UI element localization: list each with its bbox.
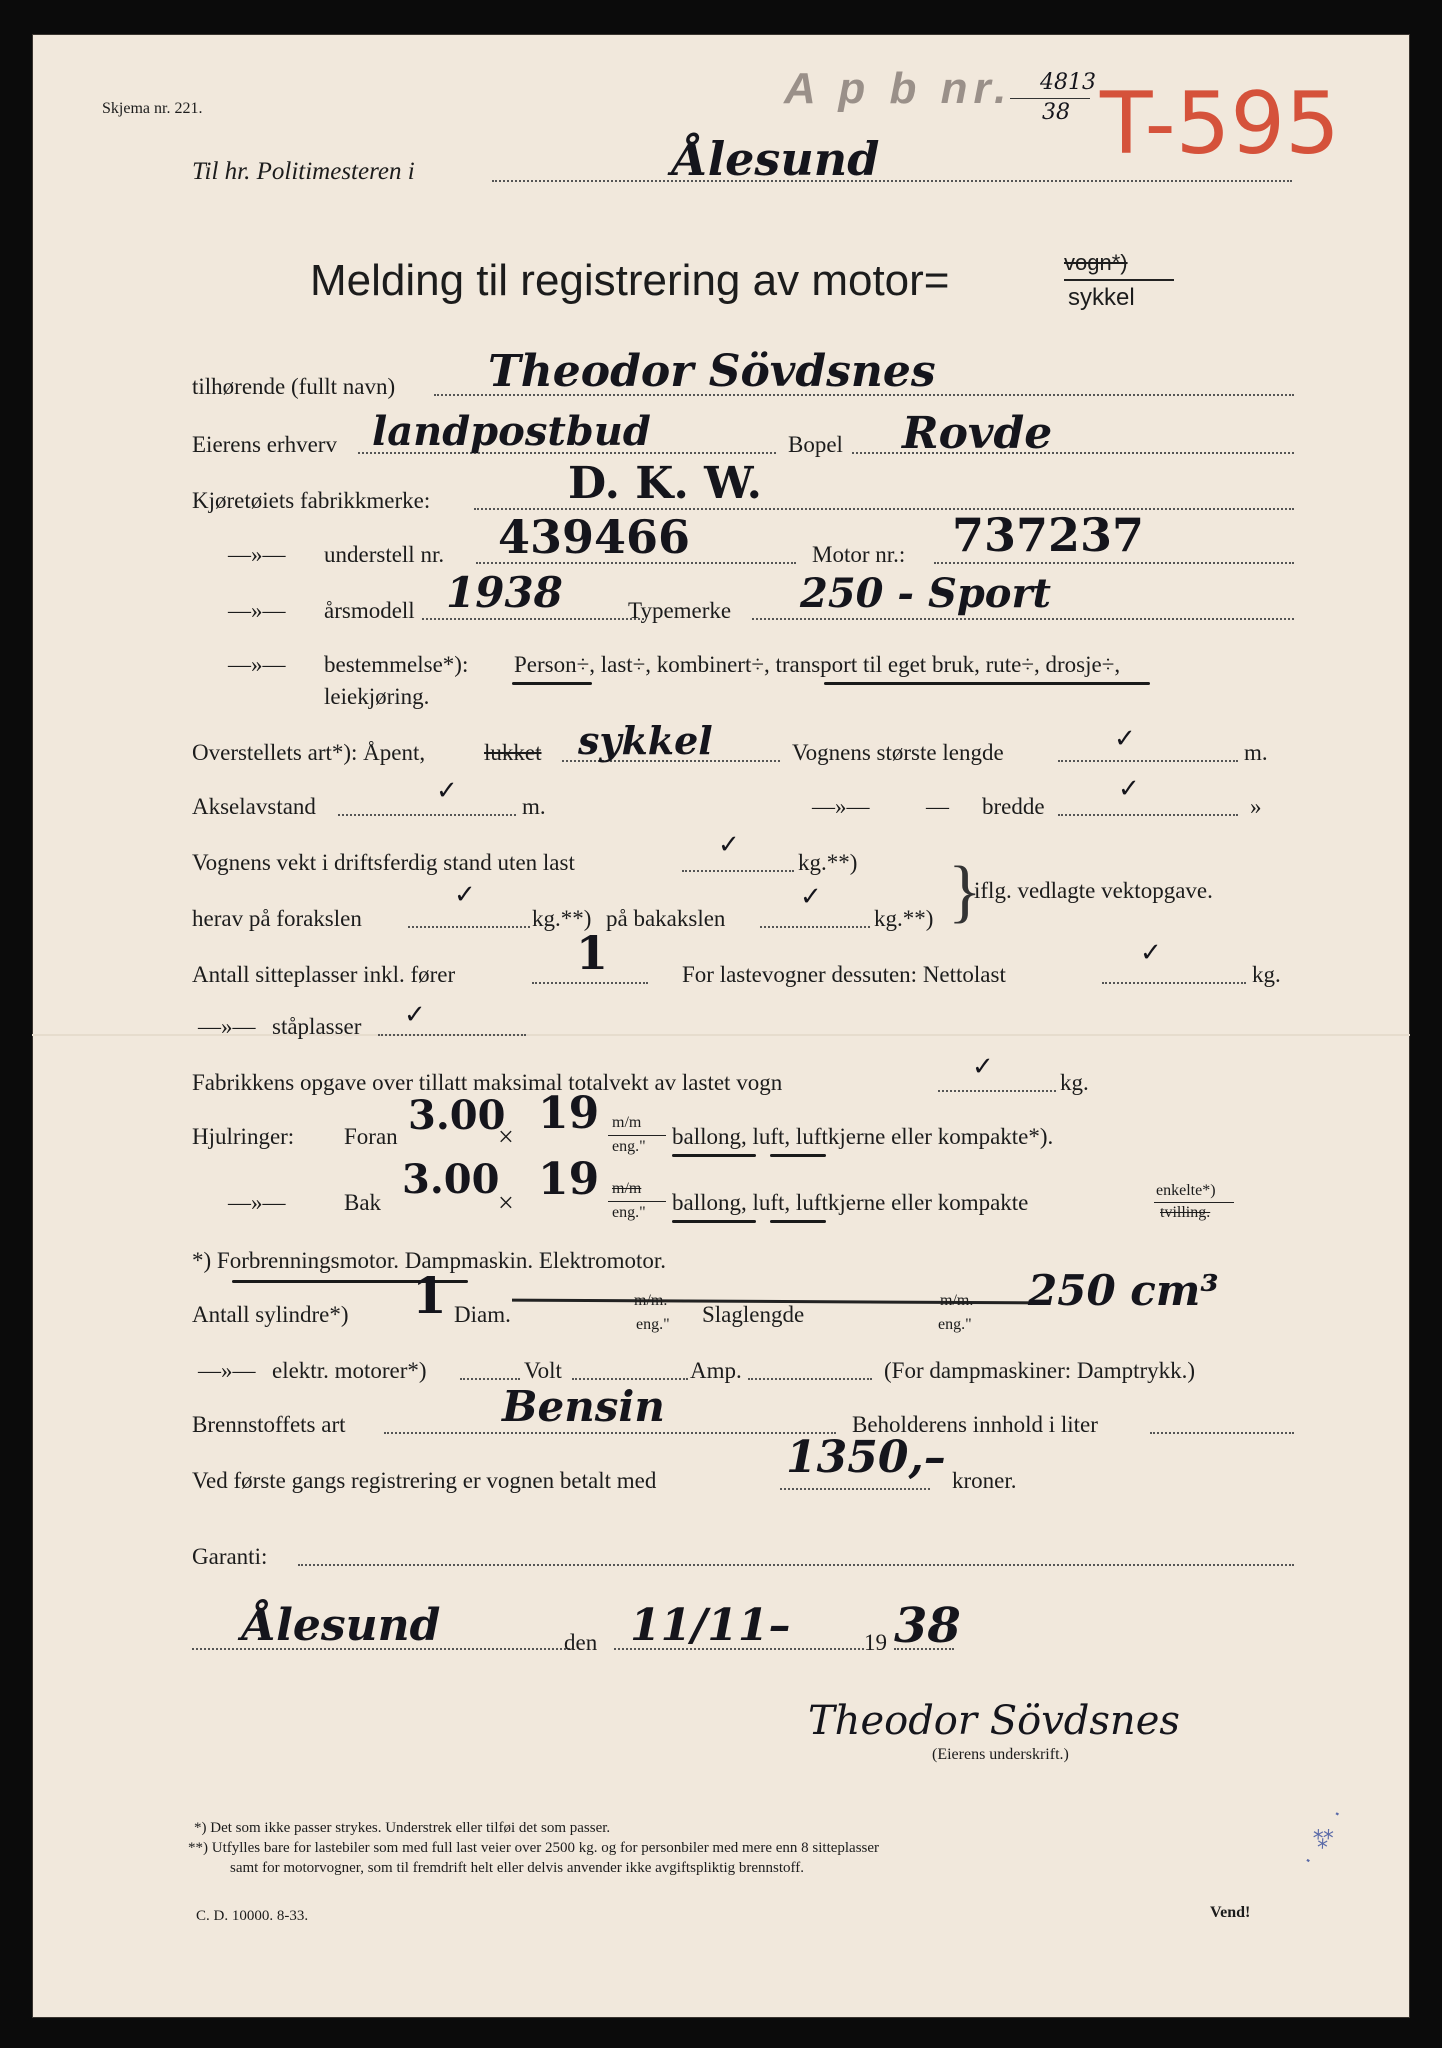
year-suffix: 38 bbox=[894, 1598, 961, 1654]
year-value: 1938 bbox=[446, 568, 563, 617]
front-axle-unit: kg.**) bbox=[532, 906, 592, 931]
cylinders-value: 1 bbox=[412, 1266, 447, 1325]
rear-tyre-option-line bbox=[1154, 1202, 1234, 1203]
seats-line bbox=[532, 982, 648, 984]
make-value: D. K. W. bbox=[568, 458, 762, 509]
front-tyre-unit-line bbox=[608, 1135, 666, 1136]
underline-person bbox=[512, 682, 592, 685]
standing-line bbox=[378, 1034, 526, 1036]
diameter-unit-eng: eng." bbox=[636, 1316, 670, 1333]
wheelbase-label: Akselavstand bbox=[192, 794, 316, 819]
volt-label: Volt bbox=[524, 1358, 562, 1383]
width-unit: » bbox=[1250, 794, 1262, 819]
recipient-value: Ålesund bbox=[672, 132, 880, 186]
form-code: C. D. 10000. 8-33. bbox=[196, 1908, 309, 1924]
standing-label: ståplasser bbox=[272, 1014, 362, 1039]
electric-ditto: —»— bbox=[198, 1358, 256, 1383]
guarantee-label: Garanti: bbox=[192, 1544, 268, 1569]
engine-types: *) Forbrenningsmotor. Dampmaskin. Elektromotor. bbox=[192, 1248, 667, 1273]
footnote-1: *) Det som ikke passer strykes. Understrek eller tilføi det som passer. bbox=[194, 1820, 611, 1836]
year-ditto: —»— bbox=[228, 598, 286, 623]
guarantee-line bbox=[298, 1564, 1294, 1566]
width-line bbox=[1058, 814, 1238, 816]
max-weight-check: ✓ bbox=[972, 1052, 994, 1082]
year-label: årsmodell bbox=[324, 598, 415, 623]
net-load-line bbox=[1102, 982, 1246, 984]
price-label: Ved første gangs registrering er vognen betalt med bbox=[192, 1468, 657, 1493]
footnote-3: samt for motorvogner, som til fremdrift helt eller delvis anvender ikke avgiftspliktig brennstoff. bbox=[230, 1860, 804, 1876]
schema-number: Skjema nr. 221. bbox=[102, 100, 203, 117]
width-dash: — bbox=[926, 794, 949, 819]
electric-label: elektr. motorer*) bbox=[272, 1358, 427, 1383]
rear-tyre-unit-mm: m/m bbox=[612, 1180, 642, 1197]
front-tyre-types: ballong, luft, luftkjerne eller kompakte*). bbox=[672, 1124, 1054, 1149]
date-value: 11/11– bbox=[630, 1600, 791, 1651]
red-reference-number: T-595 bbox=[1100, 74, 1340, 174]
empty-weight-line bbox=[682, 870, 794, 872]
fuel-label: Brennstoffets art bbox=[192, 1412, 346, 1437]
width-ditto: —»— bbox=[812, 794, 870, 819]
volt-line bbox=[572, 1378, 688, 1380]
archive-stamp: A p b nr. bbox=[784, 64, 1013, 113]
length-line bbox=[1058, 760, 1238, 762]
residence-label: Bopel bbox=[788, 432, 843, 457]
rear-tyre-twin: tvilling. bbox=[1160, 1204, 1211, 1221]
type-value: 250 - Sport bbox=[800, 570, 1052, 617]
max-weight-line bbox=[938, 1090, 1056, 1092]
standing-check: ✓ bbox=[404, 1000, 426, 1030]
rear-axle-line bbox=[760, 926, 870, 928]
make-label: Kjøretøiets fabrikkmerke: bbox=[192, 488, 431, 513]
empty-weight-check: ✓ bbox=[718, 830, 740, 860]
fuel-value: Bensin bbox=[502, 1382, 665, 1431]
weight-note: iflg. vedlagte vektopgave. bbox=[974, 878, 1213, 903]
price-unit: kroner. bbox=[952, 1468, 1017, 1493]
body-type-struck: lukket bbox=[484, 740, 542, 765]
underline-transport bbox=[824, 682, 1150, 685]
rear-axle-unit: kg.**) bbox=[874, 906, 934, 931]
form-title: Melding til registrering av motor= bbox=[310, 256, 950, 305]
archive-number: 4813 bbox=[1040, 70, 1096, 95]
diameter-unit-mm: m/m. bbox=[634, 1292, 668, 1309]
amp-line bbox=[748, 1378, 872, 1380]
occupation-label: Eierens erhverv bbox=[192, 432, 337, 457]
chassis-ditto: —»— bbox=[228, 542, 286, 567]
owner-name-label: tilhørende (fullt navn) bbox=[192, 374, 396, 399]
rear-tyre-label: Bak bbox=[344, 1190, 382, 1215]
archive-year: 38 bbox=[1042, 100, 1070, 125]
place-value: Ålesund bbox=[242, 1600, 441, 1651]
net-load-label: For lastevogner dessuten: Nettolast bbox=[682, 962, 1006, 987]
rear-tyre-times: × bbox=[498, 1188, 514, 1219]
seats-label: Antall sitteplasser inkl. fører bbox=[192, 962, 456, 987]
electric-line bbox=[460, 1378, 520, 1380]
purpose-options: Person÷, last÷, kombinert÷, transport til eget bruk, rute÷, drosje÷, bbox=[514, 652, 1121, 677]
chassis-value: 439466 bbox=[498, 510, 691, 564]
fuel-line bbox=[384, 1432, 836, 1434]
price-line bbox=[780, 1488, 930, 1490]
cylinders-label: Antall sylindre*) bbox=[192, 1302, 349, 1327]
stroke-label: Slaglengde bbox=[702, 1302, 805, 1327]
rear-tyre-width: 3.00 bbox=[402, 1156, 500, 1203]
front-axle-check: ✓ bbox=[454, 880, 476, 910]
year-prefix: 19 bbox=[864, 1630, 887, 1655]
archive-fraction-line bbox=[1010, 98, 1090, 99]
length-check: ✓ bbox=[1114, 724, 1136, 754]
rear-tyre-single: enkelte*) bbox=[1156, 1182, 1216, 1199]
rear-tyre-unit-line bbox=[608, 1201, 666, 1202]
motor-line bbox=[934, 562, 1294, 564]
price-value: 1350,– bbox=[786, 1432, 946, 1483]
rear-tyre-unit-eng: eng." bbox=[612, 1204, 646, 1221]
blue-ink-stamp: · ⁂ · bbox=[1296, 1802, 1353, 1871]
standing-ditto: —»— bbox=[198, 1014, 256, 1039]
wheelbase-unit: m. bbox=[522, 794, 546, 819]
year-line bbox=[422, 618, 644, 620]
width-label: bredde bbox=[982, 794, 1045, 819]
amp-label: Amp. bbox=[690, 1358, 742, 1383]
rear-axle-check: ✓ bbox=[800, 882, 822, 912]
underline-ballong-rear bbox=[672, 1220, 756, 1223]
underline-luft-rear bbox=[770, 1220, 826, 1223]
title-fraction-line bbox=[1064, 279, 1174, 281]
purpose-options-cont: leiekjøring. bbox=[324, 684, 430, 709]
recipient-label: Til hr. Politimesteren i bbox=[192, 158, 415, 185]
footnote-2: **) Utfylles bare for lastebiler som med full last veier over 2500 kg. og for personbiler med mere enn 8 sitteplasser bbox=[188, 1840, 880, 1856]
stroke-unit-eng: eng." bbox=[938, 1316, 972, 1333]
motor-value: 737237 bbox=[952, 508, 1145, 562]
underline-ballong-front bbox=[672, 1154, 756, 1157]
front-tyre-rim: 19 bbox=[538, 1088, 600, 1139]
registration-form-sheet bbox=[32, 34, 1410, 2018]
underline-luft-front bbox=[770, 1154, 826, 1157]
max-weight-unit: kg. bbox=[1060, 1070, 1089, 1095]
displacement-value: 250 cm³ bbox=[1028, 1266, 1219, 1315]
length-unit: m. bbox=[1244, 740, 1268, 765]
recipient-line bbox=[492, 180, 1292, 182]
body-type-value: sykkel bbox=[578, 718, 713, 763]
rear-tyre-rim: 19 bbox=[538, 1154, 600, 1205]
wheelbase-line bbox=[338, 814, 516, 816]
rear-axle-label: på bakakslen bbox=[606, 906, 726, 931]
front-tyre-unit-mm: m/m bbox=[612, 1114, 642, 1131]
title-struck-option: vogn*) bbox=[1064, 250, 1128, 275]
chassis-label: understell nr. bbox=[324, 542, 445, 567]
front-tyre-width: 3.00 bbox=[408, 1092, 506, 1139]
seats-value: 1 bbox=[576, 926, 609, 980]
weight-bracket: } bbox=[948, 853, 982, 930]
front-axle-line bbox=[408, 926, 530, 928]
tyres-label: Hjulringer: bbox=[192, 1124, 295, 1149]
title-option: sykkel bbox=[1068, 284, 1135, 311]
residence-value: Rovde bbox=[902, 408, 1053, 459]
rear-tyre-types: ballong, luft, luftkjerne eller kompakte bbox=[672, 1190, 1029, 1215]
net-load-check: ✓ bbox=[1140, 938, 1162, 968]
occupation-value: landpostbud bbox=[372, 408, 651, 455]
type-label: Typemerke bbox=[628, 598, 732, 623]
rear-tyre-ditto: —»— bbox=[228, 1190, 286, 1215]
turn-over-note: Vend! bbox=[1210, 1904, 1251, 1921]
max-weight-label: Fabrikkens opgave over tillatt maksimal totalvekt av lastet vogn bbox=[192, 1070, 783, 1095]
front-tyre-unit-eng: eng." bbox=[612, 1138, 646, 1155]
owner-name-value: Theodor Sövdsnes bbox=[488, 346, 936, 397]
diameter-label: Diam. bbox=[454, 1302, 511, 1327]
wheelbase-check: ✓ bbox=[436, 776, 458, 806]
stroke-unit-mm: m/m. bbox=[940, 1292, 974, 1309]
front-axle-label: herav på forakslen bbox=[192, 906, 362, 931]
front-tyre-label: Foran bbox=[344, 1124, 398, 1149]
purpose-label: bestemmelse*): bbox=[324, 652, 469, 677]
date-den-label: den bbox=[564, 1630, 598, 1655]
length-label: Vognens største lengde bbox=[792, 740, 1004, 765]
tank-label: Beholderens innhold i liter bbox=[852, 1412, 1098, 1437]
tank-line bbox=[1150, 1432, 1294, 1434]
owner-signature: Theodor Sövdsnes bbox=[808, 1698, 1180, 1744]
purpose-ditto: —»— bbox=[228, 652, 286, 677]
body-type-label: Overstellets art*): Åpent, bbox=[192, 740, 426, 765]
net-load-unit: kg. bbox=[1252, 962, 1281, 987]
steam-label: (For dampmaskiner: Damptrykk.) bbox=[884, 1358, 1196, 1383]
type-line bbox=[752, 618, 1294, 620]
front-tyre-times: × bbox=[498, 1122, 514, 1153]
motor-label: Motor nr.: bbox=[812, 542, 906, 567]
empty-weight-label: Vognens vekt i driftsferdig stand uten last bbox=[192, 850, 575, 875]
empty-weight-unit: kg.**) bbox=[798, 850, 858, 875]
width-check: ✓ bbox=[1118, 774, 1140, 804]
signature-caption: (Eierens underskrift.) bbox=[932, 1746, 1069, 1763]
